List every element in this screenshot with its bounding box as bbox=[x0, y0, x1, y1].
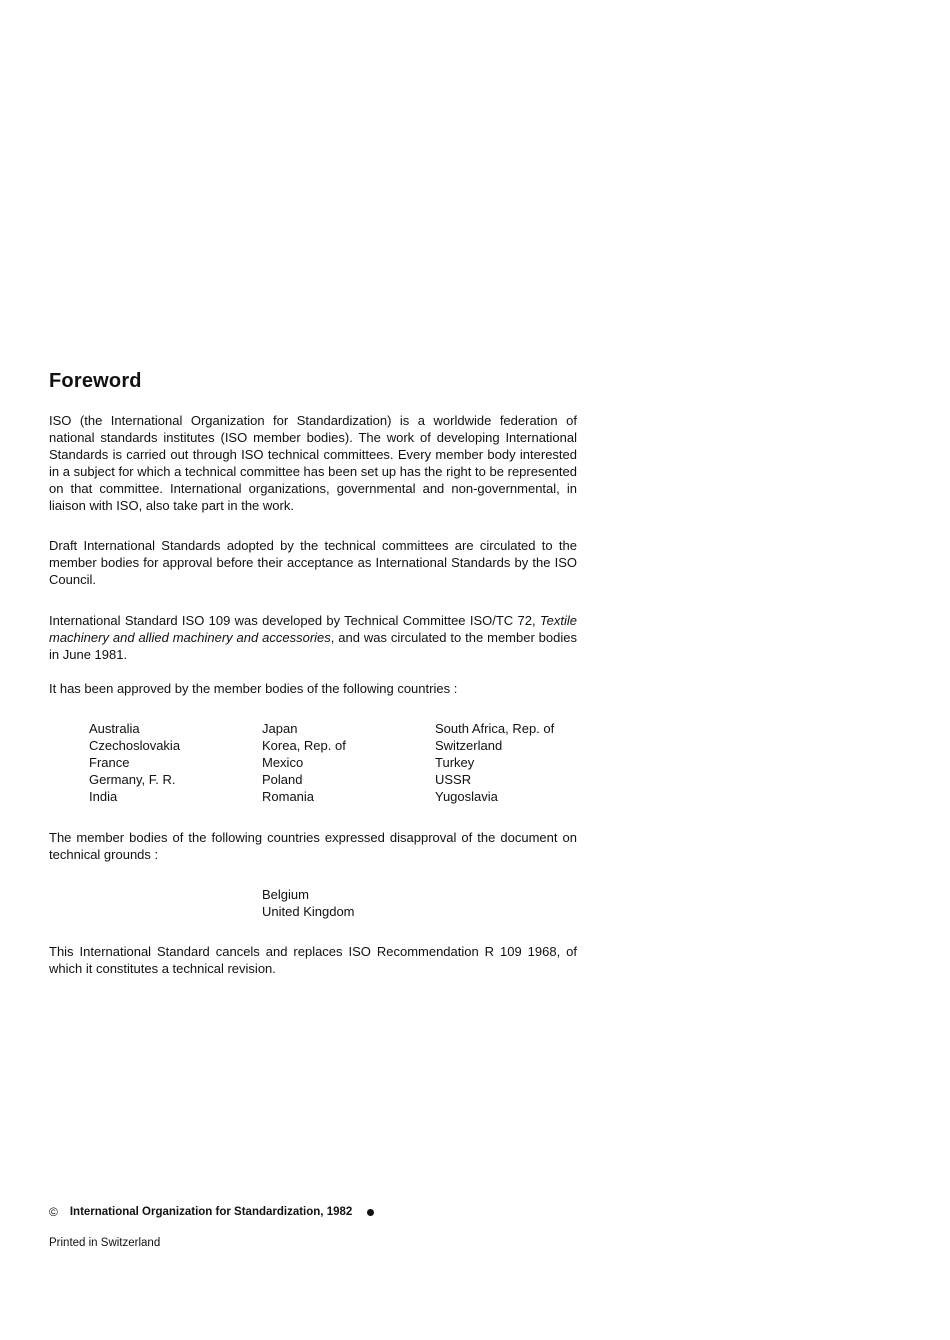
country-item: Czechoslovakia bbox=[89, 738, 181, 753]
paragraph-3-text-end: , and was circulated to the member bodies in June 1981. bbox=[49, 630, 577, 662]
document-page bbox=[49, 0, 577, 1340]
copyright-icon: © bbox=[49, 1205, 58, 1219]
country-item: Poland bbox=[262, 772, 303, 787]
country-item: Mexico bbox=[262, 755, 304, 770]
countries-column-1 bbox=[89, 720, 262, 805]
country-item: Germany, F. R. bbox=[89, 772, 176, 787]
paragraph-3-text-start: International Standard ISO 109 was developed by Technical Committee ISO/TC 72, bbox=[49, 613, 540, 628]
country-item: Yugoslavia bbox=[435, 789, 498, 804]
country-item: South Africa, Rep. of bbox=[435, 721, 555, 736]
country-item: United Kingdom bbox=[262, 904, 355, 919]
country-item: Belgium bbox=[262, 887, 309, 902]
country-item: Switzerland bbox=[435, 738, 503, 753]
page-title: Foreword bbox=[49, 370, 142, 392]
countries-column-3 bbox=[435, 720, 579, 805]
disapproving-countries-list bbox=[262, 886, 355, 920]
foreword-paragraph-3 bbox=[49, 612, 577, 663]
bullet-icon bbox=[367, 1209, 374, 1216]
country-item: Japan bbox=[262, 721, 298, 736]
printed-location: Printed in Switzerland bbox=[49, 1237, 161, 1249]
foreword-paragraph-1: ISO (the International Organization for Standardization) is a worldwide federation of national standards institutes (ISO member bodies). The work of developing International Standards is carried out through ISO technical committees. Every member body interested in a subject for which a technical committee has been set up has the right to be represented on that committee. International organizations, governmental and non-governmental, in liaison with ISO, also take part in the work. bbox=[49, 413, 577, 513]
country-item: India bbox=[89, 789, 118, 804]
foreword-paragraph-2: Draft International Standards adopted by the technical committees are circulated to the member bodies for approval before their acceptance as International Standards by the ISO Council. bbox=[49, 538, 577, 587]
countries-column-2 bbox=[262, 720, 435, 805]
foreword-paragraph-5: The member bodies of the following countries expressed disapproval of the document on technical grounds : bbox=[49, 830, 577, 862]
foreword-paragraph-6: This International Standard cancels and replaces ISO Recommendation R 109 1968, of which it constitutes a technical revision. bbox=[49, 944, 577, 976]
country-item: Romania bbox=[262, 789, 315, 804]
country-item: Australia bbox=[89, 721, 140, 736]
country-item: USSR bbox=[435, 772, 472, 787]
country-item: France bbox=[89, 755, 130, 770]
foreword-paragraph-4: It has been approved by the member bodies of the following countries : bbox=[49, 681, 458, 696]
copyright-line bbox=[49, 1205, 449, 1219]
approving-countries-list bbox=[89, 720, 579, 805]
committee-title: Textile machinery and allied machinery and accessories bbox=[49, 613, 577, 645]
country-item: Korea, Rep. of bbox=[262, 738, 346, 753]
country-item: Turkey bbox=[435, 755, 475, 770]
copyright-organization: International Organization for Standardization, 1982 bbox=[69, 1206, 353, 1218]
